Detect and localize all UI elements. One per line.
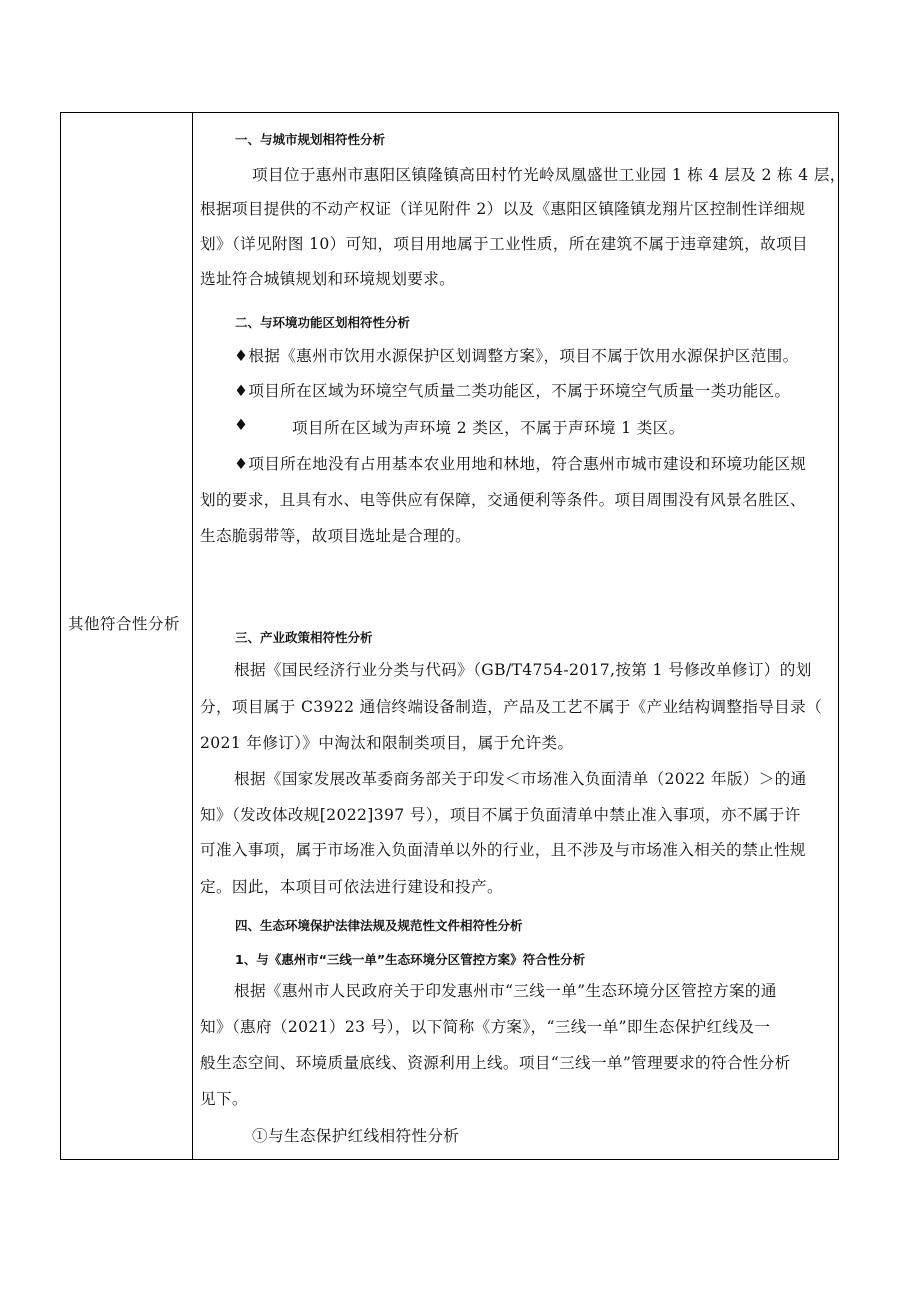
section2-heading: 二、与环境功能区划相符性分析 (235, 315, 411, 330)
section2-bullet-symbol: ♦ (234, 416, 249, 434)
section1-line: 选址符合城镇规划和环境规划要求。 (200, 270, 456, 288)
section1-line: 根据项目提供的不动产权证（详见附件 2）以及《惠阳区镇隆镇龙翔片区控制性详细规 (200, 200, 806, 218)
section1-line: 划》（详见附图 10）可知，项目用地属于工业性质，所在建筑不属于违章建筑，故项目 (200, 235, 808, 253)
section2-line: 生态脆弱带等，故项目选址是合理的。 (200, 527, 472, 545)
section3-line: 定。因此，本项目可依法进行建设和投产。 (200, 878, 503, 896)
content-cell (194, 113, 846, 1159)
section2-bullet: ♦根据《惠州市饮用水源保护区划调整方案》，项目不属于饮用水源保护区范围。 (234, 347, 799, 365)
section3-line: 根据《国家发展改革委商务部关于印发＜市场准入负面清单（2022 年版）＞的通 (234, 770, 807, 788)
section3-heading: 三、产业政策相符性分析 (235, 630, 373, 645)
section4-line: 根据《惠州市人民政府关于印发惠州市“三线一单”生态环境分区管控方案的通 (234, 982, 777, 1000)
section2-bullet: ♦项目所在地没有占用基本农业用地和林地，符合惠州市城市建设和环境功能区规 (234, 455, 807, 473)
section4-line: 般生态空间、环境质量底线、资源利用上线。项目“三线一单”管理要求的符合性分析 (200, 1054, 791, 1072)
section1-line: 项目位于惠州市惠阳区镇隆镇高田村竹光岭凤凰盛世工业园 1 栋 4 层及 2 栋 4 层， (252, 166, 846, 184)
left-label-cell (61, 113, 193, 1159)
row-label: 其他符合性分析 (68, 615, 181, 633)
section4-sub1-heading: 1、与《惠州市“三线一单”生态环境分区管控方案》符合性分析 (235, 952, 586, 967)
section3-line: 根据《国民经济行业分类与代码》（GB/T4754-2017,按第 1 号修改单修订）的划 (234, 661, 812, 679)
section2-bullet: 项目所在区域为声环境 2 类区，不属于声环境 1 类区。 (292, 419, 685, 437)
section2-bullet: ♦项目所在区域为环境空气质量二类功能区，不属于环境空气质量一类功能区。 (234, 382, 791, 400)
analysis-table (60, 112, 846, 1160)
section3-line: 可准入事项，属于市场准入负面清单以外的行业，且不涉及与市场准入相关的禁止性规 (200, 841, 806, 859)
section4-line: 知》（惠府（2021）23 号），以下简称《方案》，“三线一单”即生态保护红线及一 (200, 1018, 771, 1036)
section3-line: 知》（发改体改规[2022]397 号），项目不属于负面清单中禁止准入事项，亦不属于许 (200, 806, 801, 824)
section4-sub-item: ①与生态保护红线相符性分析 (252, 1127, 460, 1145)
section4-heading: 四、生态环境保护法律法规及规范性文件相符性分析 (235, 918, 523, 933)
section3-line: 2021 年修订）》中淘汰和限制类项目，属于允许类。 (200, 734, 574, 752)
section3-line: 分，项目属于 C3922 通信终端设备制造，产品及工艺不属于《产业结构调整指导目录（ (200, 698, 823, 716)
section4-line: 见下。 (200, 1090, 248, 1108)
section1-heading: 一、与城市规划相符性分析 (235, 132, 386, 147)
section2-line: 划的要求，且具有水、电等供应有保障，交通便利等条件。项目周围没有风景名胜区、 (200, 491, 806, 509)
